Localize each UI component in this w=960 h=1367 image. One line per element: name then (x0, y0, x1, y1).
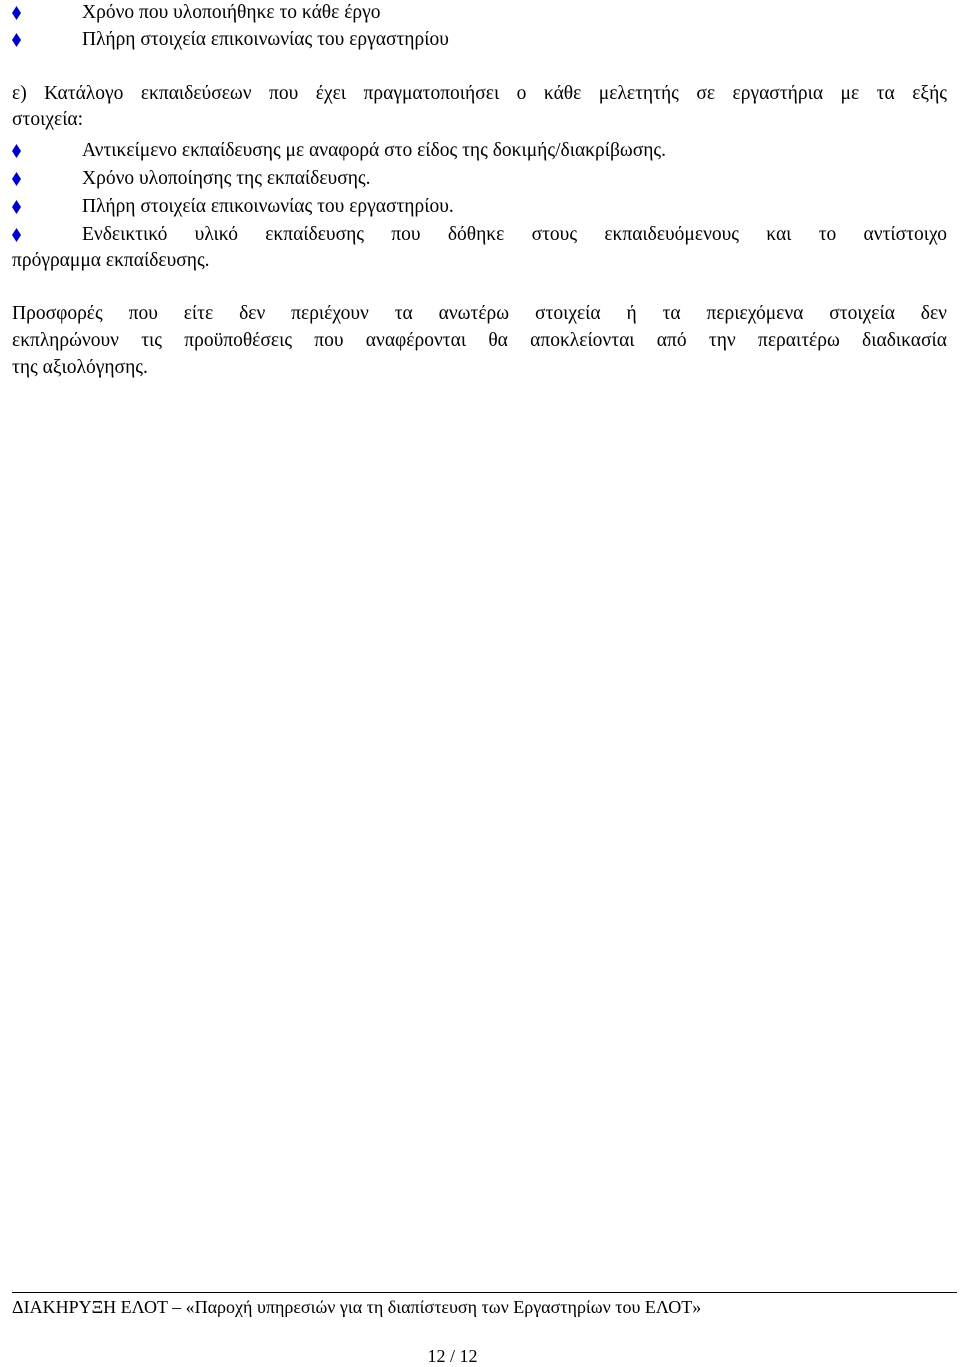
section-e-intro-continued: στοιχεία: (12, 109, 84, 130)
diamond-bullet-icon (12, 228, 21, 242)
footer-title: ΔΙΑΚΗΡΥΞΗ ΕΛΟΤ – «Παροχή υπηρεσιών για τη διαπίστευση των Εργαστηρίων του ΕΛΟΤ» (12, 1297, 702, 1317)
list-item-text: Πλήρη στοιχεία επικοινωνίας του εργαστηρίου. (82, 196, 454, 217)
exclusion-paragraph-line: εκπληρώνουν τις προϋποθέσεις που αναφέρονται θα αποκλείονται από την περαιτέρω διαδικασία (12, 330, 947, 351)
section-e-intro: ε) Κατάλογο εκπαιδεύσεων που έχει πραγματοποιήσει ο κάθε μελετητής σε εργαστήρια με τα εξής (12, 83, 947, 104)
diamond-bullet-icon (12, 172, 21, 186)
diamond-bullet-icon (12, 144, 21, 158)
page-number: 12 / 12 (427, 1346, 478, 1366)
diamond-bullet-icon (12, 6, 21, 20)
list-item-text: Χρόνο που υλοποιήθηκε το κάθε έργο (82, 2, 381, 23)
exclusion-paragraph-line: της αξιολόγησης. (12, 357, 148, 378)
list-item-text: Αντικείμενο εκπαίδευσης με αναφορά στο είδος της δοκιμής/διακρίβωσης. (82, 140, 667, 161)
exclusion-paragraph-line: Προσφορές που είτε δεν περιέχουν τα ανωτέρω στοιχεία ή τα περιεχόμενα στοιχεία δεν (12, 303, 947, 324)
list-item (12, 222, 947, 248)
list-item-text: Ενδεικτικό υλικό εκπαίδευσης που δόθηκε στους εκπαιδευόμενους και το αντίστοιχο (82, 224, 947, 245)
list-item-text-continued: πρόγραμμα εκπαίδευσης. (12, 250, 210, 271)
diamond-bullet-icon (12, 33, 21, 47)
footer-divider (12, 1292, 957, 1293)
list-item-text: Χρόνο υλοποίησης της εκπαίδευσης. (82, 168, 371, 189)
list-item-text: Πλήρη στοιχεία επικοινωνίας του εργαστηρίου (82, 29, 449, 50)
diamond-bullet-icon (12, 200, 21, 214)
